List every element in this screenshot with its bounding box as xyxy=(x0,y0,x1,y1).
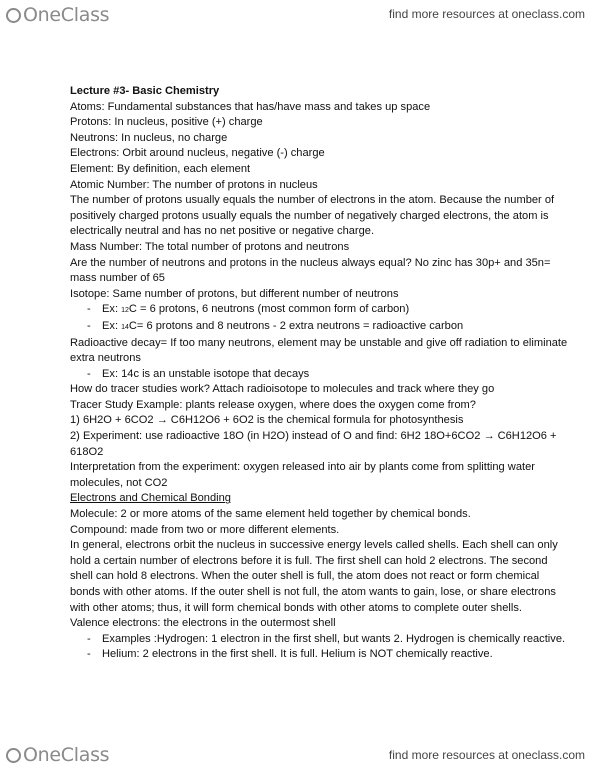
text-line: Electrons: Orbit around nucleus, negative (-) charge xyxy=(70,147,325,160)
text-line: Element: By definition, each element xyxy=(70,162,251,175)
bullet-text: C = 6 protons, 6 neutrons (most common form of carbon) xyxy=(128,303,410,316)
paragraph: Are the number of neutrons and protons in the nucleus always equal? No zinc has 30p+ and 35n= mass number of 65 xyxy=(70,256,551,285)
paragraph: Radioactive decay= If too many neutrons, element may be unstable and give off radiation to eliminate extra neutrons xyxy=(70,336,568,365)
text-line: Isotope: Same number of protons, but different number of neutrons xyxy=(70,287,399,300)
bullet-text: Helium: 2 electrons in the first shell. It is full. Helium is NOT chemically reactive. xyxy=(102,648,493,661)
text-line: Atomic Number: The number of protons in nucleus xyxy=(70,178,318,191)
bullet-item xyxy=(70,302,570,319)
text-line: 1) 6H2O + 6CO2 → C6H12O6 + 6O2 is the chemical formula for photosynthesis xyxy=(70,414,464,427)
bullet-dash: - xyxy=(87,303,91,316)
text-line: How do tracer studies work? Attach radioisotope to molecules and track where they go xyxy=(70,383,495,396)
text-line: Atoms: Fundamental substances that has/have mass and takes up space xyxy=(70,100,431,113)
bullet-item xyxy=(70,632,570,648)
bullet-text: Ex: 14c is an unstable isotope that decays xyxy=(102,367,310,380)
text-line: Compound: made from two or more different elements. xyxy=(70,523,340,536)
oneclass-logo[interactable] xyxy=(6,744,109,766)
bullet-dash: - xyxy=(87,648,91,661)
paragraph: 2) Experiment: use radioactive 18O (in H2O) instead of O and find: 6H2 18O+6CO2 → C6H12O6 + 618O2 xyxy=(70,430,557,458)
text-line: Valence electrons: the electrons in the outermost shell xyxy=(70,617,336,630)
text-line: Mass Number: The total number of protons and neutrons xyxy=(70,240,350,253)
mass-subscript: 14 xyxy=(121,323,129,331)
paragraph: Interpretation from the experiment: oxygen released into air by plants come from splitting water molecules, not CO2 xyxy=(70,461,535,489)
lecture-title: Lecture #3- Basic Chemistry xyxy=(70,85,220,97)
bullet-dash: - xyxy=(87,319,91,332)
oneclass-logo[interactable] xyxy=(6,4,109,26)
mass-subscript: 12 xyxy=(121,307,129,315)
document-body xyxy=(70,84,570,663)
bullet-prefix: Ex: xyxy=(102,303,122,316)
bullet-dash: - xyxy=(87,632,91,645)
logo-ring-icon xyxy=(6,8,21,23)
bullet-text: Examples :Hydrogen: 1 electron in the first shell, but wants 2. Hydrogen is chemically reactive. xyxy=(102,632,566,645)
paragraph: The number of protons usually equals the number of electrons in the atom. Because the number of positively charged protons usually equals the number of negatively charged electrons, the atom is electrically neutral and has no net positive or negative charge. xyxy=(70,194,555,238)
bullet-item xyxy=(70,647,570,663)
paragraph: In general, electrons orbit the nucleus in successive energy levels called shells. Each shell can only hold a certain number of electrons before it is full. The first shell can hold 2 electrons. The second shell can hold 8 electrons. When the outer shell is full, the atom does not react or form chemical bonds with other atoms. If the outer shell is not full, the atom wants to gain, lose, or share electrons with other atoms; thus, it will form chemical bonds with other atoms to complete outer shells. xyxy=(70,539,558,614)
logo-text: OneClass xyxy=(23,744,110,766)
bullet-prefix: Ex: xyxy=(102,319,122,332)
bullet-item xyxy=(70,319,570,336)
text-line: Molecule: 2 or more atoms of the same element held together by chemical bonds. xyxy=(70,508,471,521)
bullet-item xyxy=(70,367,570,383)
header-bar xyxy=(0,0,595,30)
logo-text: OneClass xyxy=(23,4,110,26)
logo-ring-icon xyxy=(6,748,21,763)
find-more-link[interactable]: find more resources at oneclass.com xyxy=(388,748,585,762)
bullet-dash: - xyxy=(87,367,91,380)
text-line: Protons: In nucleus, positive (+) charge xyxy=(70,116,263,129)
text-line: Neutrons: In nucleus, no charge xyxy=(70,131,228,144)
bullet-text: C= 6 protons and 8 neutrons - 2 extra neutrons = radioactive carbon xyxy=(128,319,464,332)
find-more-link[interactable]: find more resources at oneclass.com xyxy=(388,7,585,21)
footer-bar xyxy=(0,740,595,770)
section-heading: Electrons and Chemical Bonding xyxy=(70,492,231,505)
text-line: Tracer Study Example: plants release oxygen, where does the oxygen come from? xyxy=(70,398,476,411)
